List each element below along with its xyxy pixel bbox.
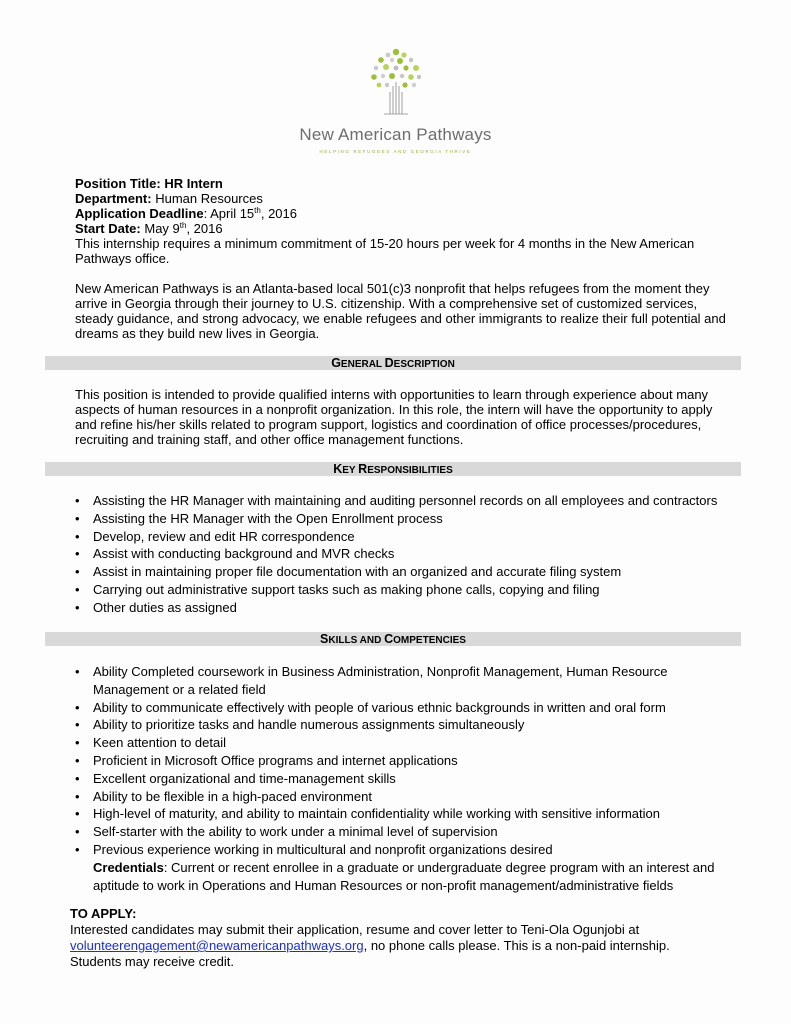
credentials-label: Credentials — [93, 859, 164, 875]
commitment-text: This internship requires a minimum commitment of 15-20 hours per week for 4 months in the New American Pathways office. — [75, 236, 695, 266]
list-item: • Self-starter with the ability to work under a minimal level of supervision — [75, 823, 725, 841]
department-line — [75, 191, 735, 206]
key-responsibilities-heading: KEY RESPONSIBILITIES — [45, 462, 741, 476]
list-item: • Assist with conducting background and MVR checks — [75, 545, 725, 563]
tree-logo-icon — [366, 46, 426, 118]
list-item: • Proficient in Microsoft Office programs and internet applications — [75, 752, 725, 770]
apply-line-2 — [70, 938, 730, 954]
list-item: • Develop, review and edit HR correspondence — [75, 528, 725, 546]
apply-section — [70, 906, 730, 970]
about-text: New American Pathways is an Atlanta-based local 501(c)3 nonprofit that helps refugees from the moment they arrive in Georgia through their journey to U.S. citizenship. With a comprehensive set of customized services, steady guidance, and strong advocacy, we enable refugees and other immigrants to realize their full potential and dreams as they build new lives in Georgia. — [75, 281, 726, 341]
list-item: • Assisting the HR Manager with maintaining and auditing personnel records on all employees and contractors — [75, 492, 725, 510]
deadline-value: : April 15 — [203, 206, 255, 221]
position-title: Position Title: HR Intern — [75, 176, 223, 191]
start-date-year: , 2016 — [186, 221, 223, 236]
list-item: • Keen attention to detail — [75, 734, 725, 752]
deadline-ordinal: th — [254, 206, 261, 215]
deadline-line — [75, 206, 735, 221]
list-item: • High-level of maturity, and ability to maintain confidentiality while working with sensitive information — [75, 805, 725, 823]
list-item: • Other duties as assigned — [75, 599, 725, 617]
list-item: • Assisting the HR Manager with the Open Enrollment process — [75, 510, 725, 528]
apply-heading: TO APPLY: — [70, 906, 137, 921]
general-description-heading: GENERAL DESCRIPTION — [45, 356, 741, 370]
start-date-label: Start Date: — [75, 221, 141, 236]
list-item: • Carrying out administrative support tasks such as making phone calls, copying and filing — [75, 581, 725, 599]
responsibilities-list — [75, 492, 725, 617]
list-item: • Assist in maintaining proper file documentation with an organized and accurate filing system — [75, 563, 725, 581]
apply-line-3: Students may receive credit. — [70, 954, 235, 969]
start-date-value: May 9 — [144, 221, 180, 236]
skills-list — [75, 663, 725, 894]
organization-name: New American Pathways — [299, 125, 492, 144]
organization-logo — [0, 46, 791, 118]
list-item: • Ability to be flexible in a high-paced environment — [75, 788, 725, 806]
organization-tagline: HELPING REFUGEES AND GEORGIA THRIVE — [319, 149, 472, 154]
intro-section — [75, 176, 735, 341]
general-description-section — [75, 387, 735, 447]
apply-note: , no phone calls please. This is a non-paid internship. — [363, 938, 670, 953]
list-item: • Ability to prioritize tasks and handle numerous assignments simultaneously — [75, 716, 725, 734]
start-date-line — [75, 221, 735, 236]
start-date-ordinal: th — [179, 221, 187, 230]
email-link[interactable]: volunteerengagement@newamericanpathways.org — [70, 938, 364, 953]
credentials-text: : Current or recent enrollee in a graduate or undergraduate degree program with an interest and aptitude to work in Operations and Human Resources or non-profit management/administrative fields — [93, 859, 715, 893]
deadline-year: , 2016 — [260, 206, 297, 221]
list-item: • Excellent organizational and time-management skills — [75, 770, 725, 788]
general-description-text: This position is intended to provide qualified interns with opportunities to learn through experience about many aspects of human resources in a nonprofit organization. In this role, the intern will have the opportunity to apply and refine his/her skills related to program support, logistics and coordination of office processes/procedures, recruiting and training staff, and other office management functions. — [75, 387, 713, 447]
list-item: • Ability to communicate effectively with people of various ethnic backgrounds in written and oral form — [75, 699, 725, 717]
apply-line-1: Interested candidates may submit their application, resume and cover letter to Teni-Ola Ogunjobi at — [70, 922, 640, 937]
skills-heading: SKILLS AND COMPETENCIES — [45, 632, 741, 646]
department-label: Department: — [75, 191, 152, 206]
deadline-label: Application Deadline — [75, 206, 204, 221]
department-value: Human Resources — [155, 191, 263, 206]
list-item: • Ability Completed coursework in Business Administration, Nonprofit Management, Human Resource Management or a related field — [75, 663, 725, 699]
credentials-item — [75, 859, 725, 895]
list-item: • Previous experience working in multicultural and nonprofit organizations desired — [75, 841, 725, 859]
